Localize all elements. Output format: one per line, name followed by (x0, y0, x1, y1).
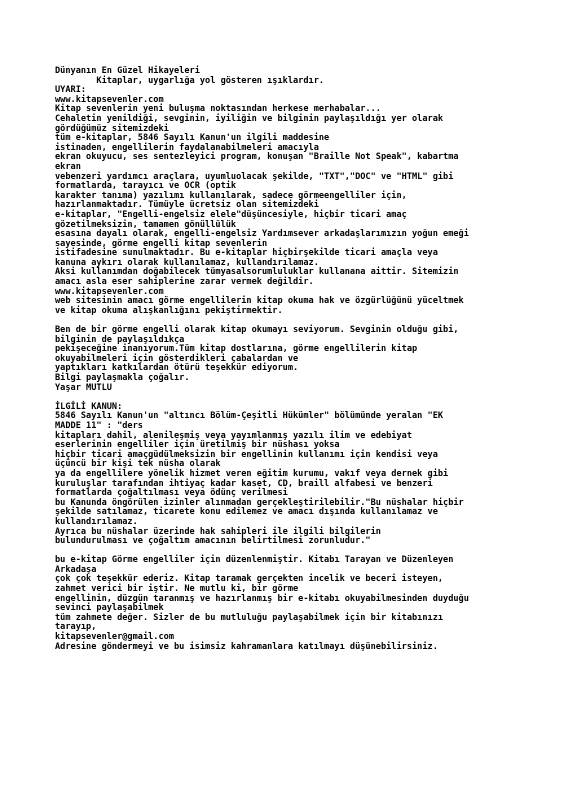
text-line: sayesinde, görme engelli kitap sevenlerin (55, 238, 268, 249)
text-line: Ben de bir görme engelli olarak kitap okumayı seviyorum. Sevginin olduğu gibi, (55, 325, 459, 336)
text-line: hazırlanmaktadır. Tümüyle ücretsiz olan sitemizdeki (55, 200, 319, 211)
text-line: okuyabilmeleri için gösterdikleri çabalardan ve (55, 353, 299, 364)
text-line: ve kitap okuma alışkanlığını pekiştirmektir. (55, 305, 283, 316)
text-line: engellinin, düzgün taranmış ve hazırlanmış bir e-kitabı okuyabilmesinden duyduğu (55, 593, 469, 604)
text-line: istinaden, engellilerin faydalanabilmeleri amacıyla (55, 142, 319, 153)
text-line: eserlerinin engelliler için üretilmiş bir nüshası yoksa (55, 440, 340, 451)
text-line: ekran okuyucu, ses sentezleyici program, konuşan "Braille Not Speak", kabartma (55, 152, 459, 163)
text-line: Kitaplar, uygarlığa yol gösteren ışıklardır. (55, 75, 325, 86)
text-line: Arkadaşa (55, 564, 97, 575)
text-line: bu e-kitap Görme engelliler için düzenlenmiştir. Kitabı Tarayan ve Düzenleyen (55, 555, 454, 566)
text-line: üçüncü bir kişi tek nüsha olarak (55, 459, 221, 470)
text-line: ekran (55, 161, 81, 172)
text-line: bilginin de paylaşıldıkça (55, 334, 185, 345)
text-line: Aksi kullanımdan doğabilecek tümyasalsorumluluklar kullanana aittir. Sitemizin (55, 267, 459, 278)
text-line: kanuna aykırı olarak kullanılamaz, kullandırılamaz. (55, 257, 319, 268)
text-line: İLGİLİ KANUN: (55, 401, 123, 412)
text-line: Kitap sevenlerin yeni buluşma noktasından herkese merhabalar... (55, 104, 381, 115)
text-line: kitapları dahil, alenileşmiş veya yayımlanmış yazılı ilim ve edebiyat (55, 430, 412, 441)
text-line: kitapsevenler@gmail.com (55, 632, 174, 643)
text-line: hiçbir ticari amaçgüdülmeksizin bir engellinin kullanımı için kendisi veya (55, 449, 438, 460)
text-line: Ayrıca bu nüshalar üzerinde hak sahipleri ile ilgili bilgilerin (55, 526, 381, 537)
text-line: çok çok teşekkür ederiz. Kitap taramak gerçekten incelik ve beceri isteyen, (55, 574, 444, 585)
text-line: Cehaletin yenildiği, sevginin, iyiliğin ve bilginin paylaşıldığı yer olarak (55, 113, 444, 124)
text-line: amacı asla eser sahiplerine zarar vermek değildir. (55, 277, 314, 288)
text-line: e-kitaplar, "Engelli-engelsiz elele"düşüncesiyle, hiçbir ticari amaç (55, 209, 407, 220)
text-line: tüm zahmete değer. Sizler de bu mutluluğu paylaşabilmek için bir kitabınızı (55, 612, 444, 623)
text-line: Bilgi paylaşmakla çoğalır. (55, 373, 190, 383)
text-line: yaptıkları katkılardan ötürü teşekkür ediyorum. (55, 363, 299, 374)
text-line: esasına dayalı olarak, engelli-engelsiz Yardımsever arkadaşlarımızın yoğun emeği (55, 229, 469, 240)
text-line: vebenzeri yardımcı araçlara, uyumluolacak şekilde, "TXT","DOC" ve "HTML" gibi (55, 171, 454, 182)
text-line: gözetilmeksizin, tamamen gönüllülük (55, 219, 237, 230)
text-line: ya da engellilere yönelik hizmet veren eğitim kurumu, vakıf veya dernek gibi (55, 468, 449, 479)
text-line: web sitesinin amacı görme engellilerin kitap okuma hak ve özgürlüğünü yüceltmek (55, 296, 464, 307)
text-line: UYARI: (55, 85, 87, 96)
text-line: karakter tanıma) yazılımı kullanılarak, sadece görmeengelliler için, (55, 190, 407, 201)
text-line: 5846 Sayılı Kanun'un "altıncı Bölüm-Çeşitli Hükümler" bölümünde yeralan "EK (55, 411, 444, 422)
document-page (55, 67, 535, 652)
text-line: Yaşar MUTLU (55, 382, 112, 393)
text-line: MADDE 11" : "ders (55, 420, 143, 431)
text-line: tarayıp, (55, 622, 97, 633)
text-line: tüm e-kitaplar, 5846 Sayılı Kanun'un ilgili maddesine (55, 133, 330, 144)
text-line: bu Kanunda öngörülen izinler alınmadan gerçekleştirilebilir."Bu nüshalar hiçbir (55, 497, 464, 508)
text-line: formatlarda, tarayıcı ve OCR (optik (55, 181, 237, 192)
text-line: kullandırılamaz. (55, 516, 138, 527)
text-line: istifadesine sunulmaktadır. Bu e-kitaplar hiçbirşekilde ticari amaçla veya (55, 248, 438, 259)
text-line: formatlarda çoğaltılması veya ödünç verilmesi (55, 488, 288, 499)
blank-line (55, 393, 535, 403)
text-line: www.kitapsevenler.com (55, 94, 164, 105)
text-line: Adresine göndermeyi ve bu isimsiz kahramanlara katılmayı düşünebilirsiniz. (55, 641, 438, 652)
text-line: bulundurulması ve çoğaltım amacının belirtilmesi zorunludur." (55, 536, 371, 547)
text-line: şekilde satılamaz, ticarete konu edilemez ve amacı dışında kullanılamaz ve (55, 507, 438, 518)
text-line: Dünyanın En Güzel Hikayeleri (55, 66, 200, 76)
text-line: kuruluşlar tarafından ihtiyaç kadar kaset, CD, braill alfabesi ve benzeri (55, 478, 433, 489)
text-line: www.kitapsevenler.com (55, 286, 164, 297)
text-line: gördüğümüz sitemizdeki (55, 123, 169, 134)
text-line: zahmet verici bir iştir. Ne mutlu ki, bir görme (55, 584, 299, 595)
text-line: pekişeceğine inanıyorum.Tüm kitap dostlarına, görme engellilerin kitap (55, 344, 418, 355)
text-line: sevinci paylaşabilmek (55, 603, 164, 614)
